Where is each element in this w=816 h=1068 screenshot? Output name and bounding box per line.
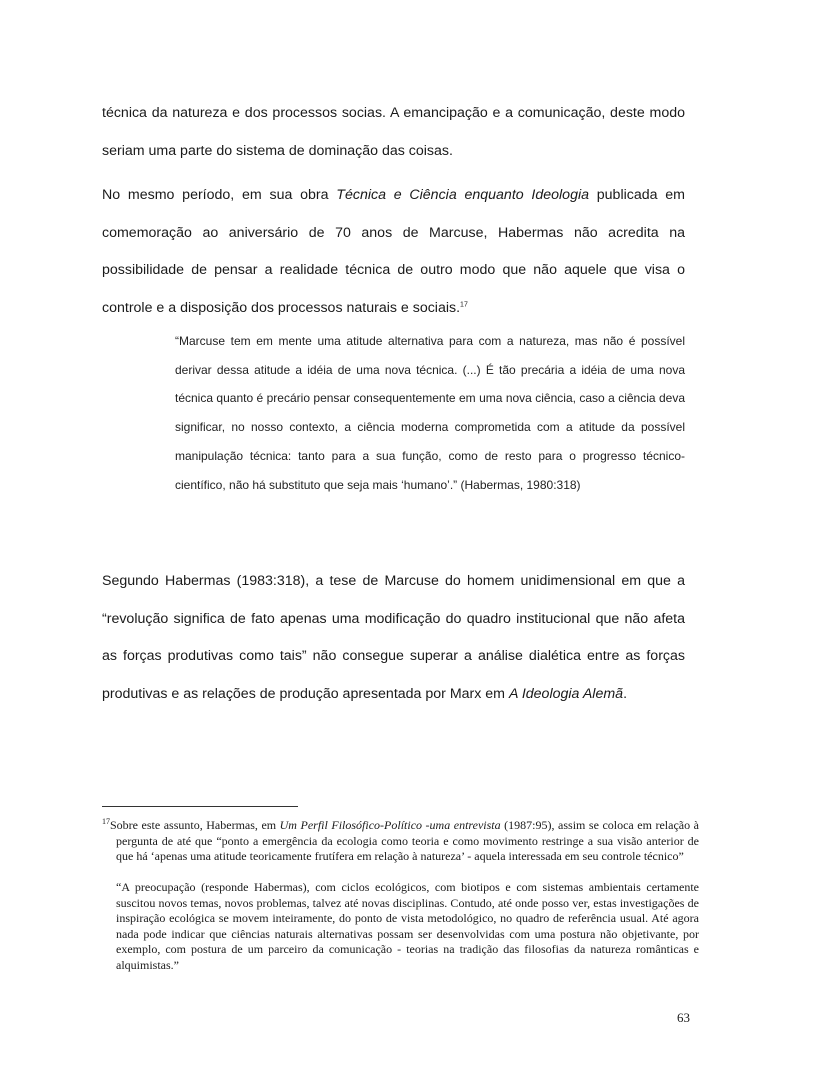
paragraph-continuation: técnica da natureza e dos processos socias. A emancipação e a comunicação, deste modo seriam uma parte do sistema de dominação das coisas.	[102, 105, 685, 159]
book-title: Técnica e Ciência enquanto Ideologia	[336, 187, 590, 203]
book-title: A Ideologia Alemã	[508, 685, 624, 702]
footnote-text: (1987:95), assim se coloca em relação à pergunta de até que “ponto a emergência da ecologia como teoria e como movimento restringe a sua visão anterior de que há ‘apenas uma atitude teoricamente frutífera em relação à natureza’ - aquela interessada em seu controle técnico”	[116, 818, 699, 863]
page-number: 63	[677, 1010, 690, 1025]
footnote-book-title: Um Perfil Filosófico-Político -uma entrevista	[279, 818, 501, 832]
paragraph-text: publicada em comemoração ao aniversário de 70 anos de Marcuse, Habermas não acredita na possibilidade de pensar a realidade técnica de outro modo que não aquele que visa o controle e a disposição dos processos naturais e sociais.	[102, 187, 685, 316]
paragraph-text: Segundo Habermas (1983:318), a tese de Marcuse do homem unidimensional em que a “revolução significa de fato apenas uma modificação do quadro institucional que não afeta as forças produtivas como tais” não consegue superar a análise dialética entre as forças produtivas e as relações de produção apresentada por Marx em	[102, 573, 685, 702]
footnote-number: 17	[102, 817, 110, 826]
paragraph-habermas-technique	[102, 177, 685, 327]
paragraph-text: .	[623, 685, 628, 702]
footnote-text: Sobre este assunto, Habermas, em	[110, 818, 280, 832]
footnote-reference[interactable]: 17	[460, 300, 468, 308]
footnote-separator	[102, 806, 298, 807]
footnote-quote: “A preocupação (responde Habermas), com ciclos ecológicos, com biotipos e com sistemas ambientais certamente suscitou novos temas, novos problemas, talvez até novas disciplinas. Contudo, até onde posso ver, estas investigações de inspiração ecológica se movem inteiramente, do ponto de vista metodológico, no quadro de referência usual. Até agora nada pode indicar que ciências naturais alternativas possam ser desenvolvidas com uma postura não objetivante, por exemplo, com postura de um parceiro da comunicação - teorias na tradição das filosofias da natureza românticas e alquimistas.”	[116, 880, 699, 972]
paragraph-text: No mesmo período, em sua obra	[102, 187, 337, 203]
block-quote: “Marcuse tem em mente uma atitude alternativa para com a natureza, mas não é possível derivar dessa atitude a idéia de uma nova técnica. (...) É tão precária a idéia de uma nova técnica quanto é precário pensar consequentemente em uma nova ciência, caso a ciência deva significar, no nosso contexto, a ciência moderna comprometida com a atitude da possível manipulação técnica: tanto para a sua função, como de resto para o progresso técnico-científico, não há substituto que seja mais ‘humano’.” (Habermas, 1980:318)	[175, 334, 685, 492]
footnote-17	[102, 818, 699, 865]
paragraph-marcuse-thesis	[102, 563, 685, 713]
